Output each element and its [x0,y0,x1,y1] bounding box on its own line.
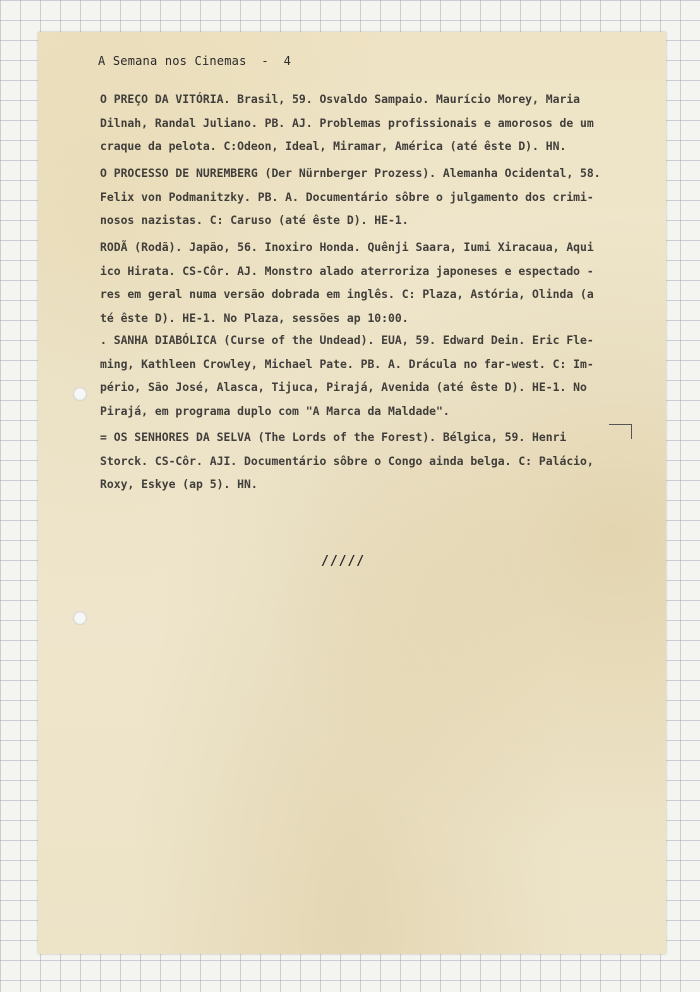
entry-line: nosos nazistas. C: Caruso (até êste D). HE-1. [100,213,409,228]
entry-line: Storck. CS-Côr. AJI. Documentário sôbre o Congo ainda belga. C: Palácio, [100,453,594,468]
film-entry-senhores-da-selva [100,426,645,497]
entry-line: pério, São José, Alasca, Tijuca, Pirajá, Avenida (até êste D). HE-1. No [100,380,587,395]
entry-line: O PREÇO DA VITÓRIA. Brasil, 59. Osvaldo Sampaio. Maurício Morey, Maria [100,92,581,106]
typewritten-page [38,32,666,954]
entry-line: RODÃ (Rodã). Japão, 56. Inoxiro Honda. Quênji Saara, Iumi Xiracaua, Aqui [100,240,594,254]
entry-line: = OS SENHORES DA SELVA (The Lords of the Forest). Bélgica, 59. Henri [100,430,567,444]
margin-mark [609,424,632,439]
film-entry-preco-da-vitoria [100,88,645,159]
entry-line: craque da pelota. C:Odeon, Ideal, Miramar, América (até êste D). HN. [100,139,567,154]
film-entry-processo-de-nuremberg [100,162,645,233]
entry-line: té êste D). HE-1. No Plaza, sessões ap 10:00. [100,310,409,325]
entry-line: Felix von Podmanitzky. PB. A. Documentário sôbre o julgamento dos crimi- [100,189,594,204]
entry-line: O PROCESSO DE NUREMBERG (Der Nürnberger Prozess). Alemanha Ocidental, 58. [100,166,601,180]
entry-line: Roxy, Eskye (ap 5). HN. [100,477,258,492]
end-separator: ///// [321,554,366,569]
film-entry-sanha-diabolica [100,329,645,423]
entry-line: ico Hirata. CS-Côr. AJ. Monstro alado aterroriza japoneses e espectado - [100,263,594,278]
page-header: A Semana nos Cinemas - 4 [98,54,292,68]
punch-hole [73,387,87,401]
entry-line: ming, Kathleen Crowley, Michael Pate. PB. A. Drácula no far-west. C: Im- [100,356,594,371]
entry-line: . SANHA DIABÓLICA (Curse of the Undead). EUA, 59. Edward Dein. Eric Fle- [100,333,594,347]
film-entry-roda [100,236,645,330]
entry-line: Pirajá, em programa duplo com "A Marca da Maldade". [100,403,450,418]
entry-line: res em geral numa versão dobrada em inglês. C: Plaza, Astória, Olinda (a [100,287,594,302]
punch-hole [73,611,87,625]
entry-line: Dilnah, Randal Juliano. PB. AJ. Problemas profissionais e amorosos de um [100,115,594,130]
